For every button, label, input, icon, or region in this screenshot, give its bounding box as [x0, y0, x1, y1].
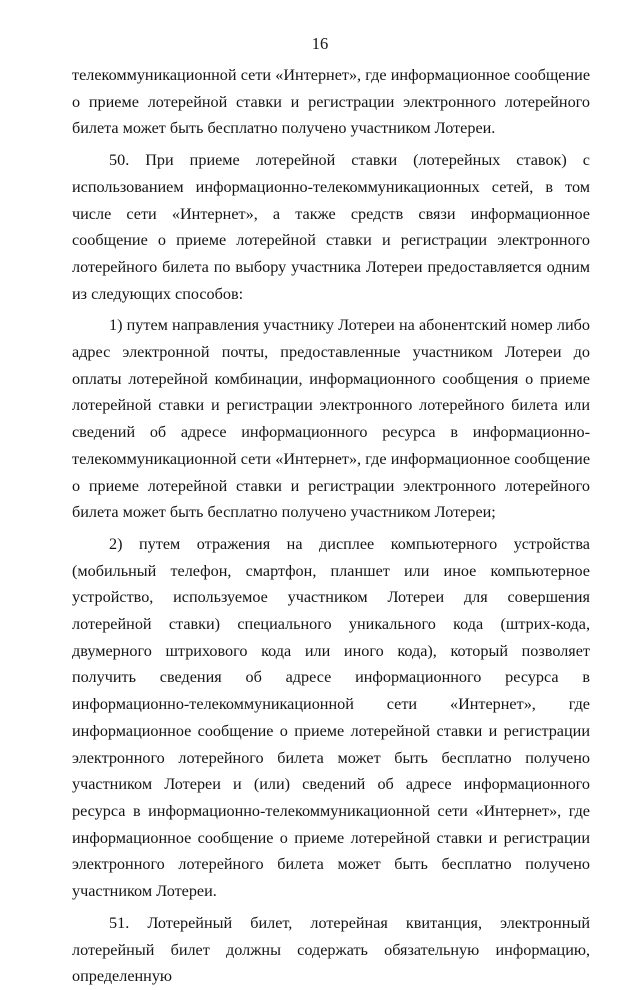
paragraph-item-51: 51. Лотерейный билет, лотерейная квитанция, электронный лотерейный билет должны содержать обязательную информацию, определенную	[72, 913, 590, 986]
document-body	[72, 62, 590, 990]
paragraph-subitem-2: 2) путем отражения на дисплее компьютерного устройства (мобильный телефон, смартфон, планшет или иное компьютерное устройство, используемое участником Лотереи для совершения лотерейной ставки) специального уникального кода (штрих-кода, двумерного штрихового кода или иного кода), который позволяет получить сведения об адресе информационного ресурса в информационно-телекоммуникационной сети «Интернет», где информационное сообщение о приеме лотерейной ставки и регистрации электронного лотерейного билета может быть бесплатно получено участником Лотереи и (или) сведений об адресе информационного ресурса в информационно-телекоммуникационной сети «Интернет», где информационное сообщение о приеме лотерейной ставки и регистрации электронного лотерейного билета может быть бесплатно получено участником Лотереи.	[72, 534, 590, 901]
paragraph-item-50: 50. При приеме лотерейной ставки (лотерейных ставок) с использованием информационно-телекоммуникационных сетей, в том числе сети «Интернет», а также средств связи информационное сообщение о приеме лотерейной ставки и регистрации электронного лотерейного билета по выбору участника Лотереи предоставляется одним из следующих способов:	[72, 151, 590, 303]
page-number: 16	[311, 34, 329, 53]
paragraph-continuation: телекоммуникационной сети «Интернет», где информационное сообщение о приеме лотерейной ставки и регистрации электронного лотерейного билета может быть бесплатно получено участником Лотереи.	[72, 66, 590, 138]
paragraph-subitem-1: 1) путем направления участнику Лотереи на абонентский номер либо адрес электронной почты, предоставленные участником Лотереи до оплаты лотерейной комбинации, информационного сообщения о приеме лотерейной ставки и регистрации электронного лотерейного билета или сведений об адресе информационного ресурса в информационно-телекоммуникационной сети «Интернет», где информационное сообщение о приеме лотерейной ставки и регистрации электронного лотерейного билета может быть бесплатно получено участником Лотереи;	[72, 316, 590, 522]
